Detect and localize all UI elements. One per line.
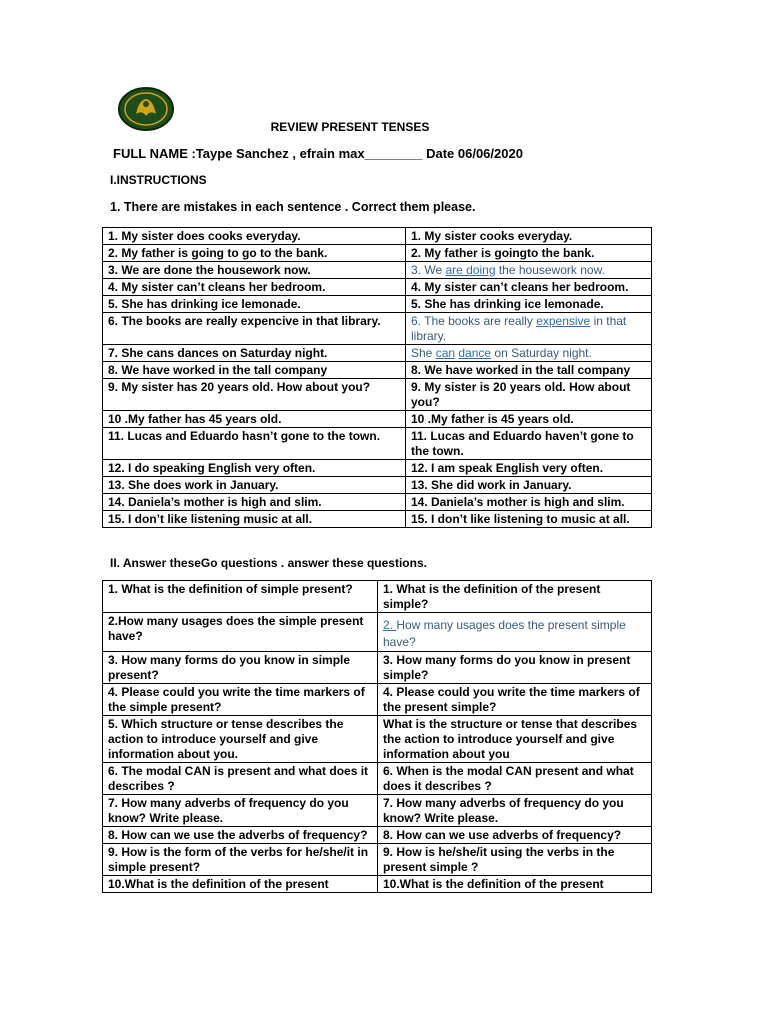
table-row [103,763,652,795]
original-question: 8. How can we use the adverbs of frequency? [103,827,378,844]
table-row [103,494,652,511]
original-sentence: 13. She does work in January. [103,477,406,494]
table-row [103,245,652,262]
answer-underlined-text: can [435,346,456,360]
original-sentence: 1. My sister does cooks everyday. [103,228,406,245]
table-row [103,279,652,296]
table-row [103,313,652,345]
table-row [103,652,652,684]
original-sentence: 15. I don’t like listening music at all. [103,511,406,528]
table-row [103,411,652,428]
answer-text: She [411,346,436,360]
original-sentence: 9. My sister has 20 years old. How about you? [103,379,406,411]
table-row [103,581,652,613]
section2-heading: II. Answer theseGo questions . answer these questions. [110,556,427,570]
corrected-sentence: 8. We have worked in the tall company [406,362,652,379]
table-row [103,684,652,716]
answer-underlined-text: expensive [536,314,591,328]
rewritten-question: 9. How is he/she/it using the verbs in the present simple ? [378,844,652,876]
original-question: 9. How is the form of the verbs for he/she/it in simple present? [103,844,378,876]
table-row [103,827,652,844]
original-question: 2.How many usages does the simple present have? [103,613,378,652]
table-row [103,428,652,460]
full-name-line: FULL NAME :Taype Sanchez , efrain max________ Date 06/06/2020 [113,146,523,161]
corrected-sentence: 4. My sister can’t cleans her bedroom. [406,279,652,296]
instructions-heading: I.INSTRUCTIONS [110,173,207,187]
original-question: 6. The modal CAN is present and what does it describes ? [103,763,378,795]
rewritten-question: 6. When is the modal CAN present and what does it describes ? [378,763,652,795]
original-sentence: 3. We are done the housework now. [103,262,406,279]
table-row [103,345,652,362]
answer-text: on Saturday night. [491,346,592,360]
original-sentence: 10 .My father has 45 years old. [103,411,406,428]
corrected-sentence [406,262,652,279]
answer-underlined-text: dance [458,346,492,360]
original-sentence: 14. Daniela’s mother is high and slim. [103,494,406,511]
original-sentence: 5. She has drinking ice lemonade. [103,296,406,313]
corrected-sentence: 12. I am speak English very often. [406,460,652,477]
questions-table [102,580,652,893]
table-row [103,844,652,876]
original-question: 10.What is the definition of the present [103,876,378,893]
corrected-sentence: 14. Daniela’s mother is high and slim. [406,494,652,511]
original-sentence: 2. My father is going to go to the bank. [103,245,406,262]
corrected-sentence: 1. My sister cooks everyday. [406,228,652,245]
original-question: 3. How many forms do you know in simple present? [103,652,378,684]
table-row [103,716,652,763]
table-row [103,613,652,652]
original-sentence: 8. We have worked in the tall company [103,362,406,379]
original-question: 1. What is the definition of simple present? [103,581,378,613]
original-sentence: 7. She cans dances on Saturday night. [103,345,406,362]
rewritten-question: 4. Please could you write the time markers of the present simple? [378,684,652,716]
corrected-sentence: 9. My sister is 20 years old. How about you? [406,379,652,411]
corrected-sentence: 2. My father is goingto the bank. [406,245,652,262]
rewritten-question: 1. What is the definition of the present simple? [378,581,652,613]
table-row [103,876,652,893]
corrections-table [102,227,652,528]
table-row [103,511,652,528]
answer-text: 6. The books are really [411,314,537,328]
answer-underlined-text: 2. [383,618,397,632]
corrected-sentence: 13. She did work in January. [406,477,652,494]
corrected-sentence: 15. I don’t like listening to music at all. [406,511,652,528]
table-row [103,262,652,279]
original-sentence: 4. My sister can’t cleans her bedroom. [103,279,406,296]
table-row [103,228,652,245]
answer-text: in that library. [411,314,627,343]
rewritten-question [378,613,652,652]
table-row [103,795,652,827]
corrected-sentence: 11. Lucas and Eduardo haven’t gone to the town. [406,428,652,460]
table-row [103,379,652,411]
original-question: 4. Please could you write the time markers of the simple present? [103,684,378,716]
corrected-sentence: 10 .My father is 45 years old. [406,411,652,428]
corrected-sentence [406,313,652,345]
page-title: REVIEW PRESENT TENSES [270,120,430,134]
instructions-prompt: 1. There are mistakes in each sentence . Correct them please. [110,200,476,214]
rewritten-question: 10.What is the definition of the present [378,876,652,893]
answer-underlined-text: are doing [445,263,496,277]
table-row [103,362,652,379]
corrected-sentence: 5. She has drinking ice lemonade. [406,296,652,313]
rewritten-question: 7. How many adverbs of frequency do you know? Write please. [378,795,652,827]
answer-text: How many usages does the present simple have? [383,618,626,649]
table-row [103,296,652,313]
table-row [103,477,652,494]
original-question: 5. Which structure or tense describes the action to introduce yourself and give information about you. [103,716,378,763]
rewritten-question: What is the structure or tense that describes the action to introduce yourself and give information about you [378,716,652,763]
answer-text: 3. We [411,263,446,277]
original-sentence: 6. The books are really expencive in that library. [103,313,406,345]
table-row [103,460,652,477]
original-question: 7. How many adverbs of frequency do you know? Write please. [103,795,378,827]
rewritten-question: 3. How many forms do you know in present simple? [378,652,652,684]
corrected-sentence [406,345,652,362]
original-sentence: 11. Lucas and Eduardo hasn’t gone to the town. [103,428,406,460]
answer-text: the housework now. [495,263,605,277]
original-sentence: 12. I do speaking English very often. [103,460,406,477]
rewritten-question: 8. How can we use adverbs of frequency? [378,827,652,844]
